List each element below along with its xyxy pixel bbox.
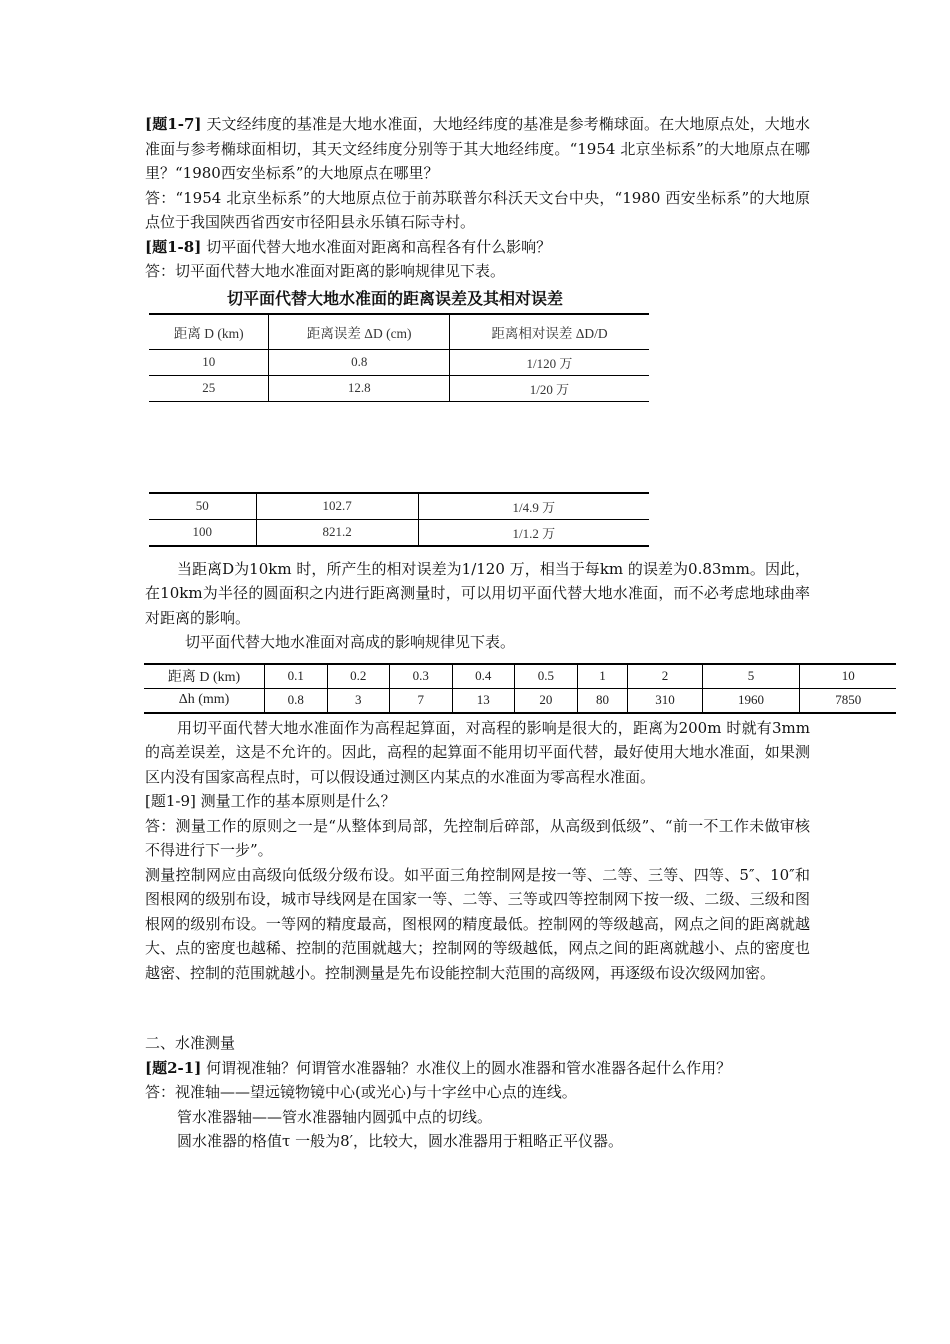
page-gap <box>145 402 810 492</box>
table-row <box>149 493 649 520</box>
cell: 80 <box>577 688 628 713</box>
cell: 1960 <box>702 688 800 713</box>
answer-1-7: 答：“1954 北京坐标系”的大地原点位于前苏联普尔科沃天文台中央，“1980 西安坐标系”的大地原点位于我国陕西省西安市径阳县永乐镇石际寺村。 <box>145 188 810 231</box>
cell: 3 <box>327 688 390 713</box>
cell: 1/20 万 <box>449 375 649 401</box>
cell: 1 <box>577 664 628 689</box>
question-2-1 <box>145 1056 810 1081</box>
height-error-table <box>144 663 896 714</box>
answer-2-1-line2: 管水准器轴——管水准器轴内圆弧中点的切线。 <box>177 1107 493 1126</box>
table-row <box>144 664 896 689</box>
answer-2-1: 答：视准轴——望远镜物镜中心(或光心)与十字丝中心点的连线。 <box>145 1083 577 1101</box>
cell: 10 <box>149 349 269 375</box>
cell: 2 <box>628 664 702 689</box>
cell: 0.3 <box>390 664 453 689</box>
cell: 0.8 <box>265 688 328 713</box>
paragraph-height-intro: 切平面代替大地水准面对高成的影响规律见下表。 <box>185 633 516 651</box>
cell: 25 <box>149 375 269 401</box>
cell: 310 <box>628 688 702 713</box>
cell: 13 <box>452 688 515 713</box>
cell: 0.5 <box>515 664 578 689</box>
question-text: 切平面代替大地水准面对距离和高程各有什么影响？ <box>201 237 552 256</box>
header-relative-error: 距离相对误差 ΔD/D <box>449 314 649 350</box>
table-row <box>149 519 649 546</box>
cell: 20 <box>515 688 578 713</box>
section-spacer <box>145 985 810 1031</box>
cell: 0.8 <box>269 349 449 375</box>
cell: 5 <box>702 664 800 689</box>
document-page <box>145 112 862 1154</box>
table-caption: 切平面代替大地水准面的距离误差及其相对误差 <box>226 288 563 308</box>
section-heading: 二、水准测量 <box>145 1034 236 1052</box>
cell: 12.8 <box>269 375 449 401</box>
answer-1-8: 答：切平面代替大地水准面对距离的影响规律见下表。 <box>145 262 506 280</box>
question-tag: [题1-8] <box>145 237 202 256</box>
question-text: 何谓视准轴？何谓管水准器轴？水准仪上的圆水准器和管水准器各起什么作用？ <box>201 1058 732 1077</box>
cell: 50 <box>149 493 256 520</box>
cell: 821.2 <box>256 519 418 546</box>
answer-2-1-line3: 圆水准器的格值τ 一般为8′，比较大，圆水准器用于粗略正平仪器。 <box>177 1132 624 1150</box>
distance-error-table-bottom <box>149 492 649 547</box>
paragraph-distance-effect: 当距离D为10km 时，所产生的相对误差为1/120 万，相当于每km 的误差为0.83mm。因此，在10km为半径的圆面积之内进行距离测量时，可以用切平面代替大地水准面，而不必考虑地球曲率对距离的影响。 <box>145 559 810 627</box>
cell: 0.4 <box>452 664 515 689</box>
cell: 0.2 <box>327 664 390 689</box>
table-row <box>149 375 649 401</box>
table-row <box>149 349 649 375</box>
question-text: 天文经纬度的基准是大地水准面，大地经纬度的基准是参考椭球面。在大地原点处，大地水准面与参考椭球面相切，其天文经纬度分别等于其大地经纬度。“1954 北京坐标系”的大地原点在哪里？“1980西安坐标系”的大地原点在哪里？ <box>145 115 810 182</box>
question-tag: [题1-7] <box>145 115 202 133</box>
paragraph-control-network: 测量控制网应由高级向低级分级布设。如平面三角控制网是按一等、二等、三等、四等、5″、10″和图根网的级别布设，城市导线网是在国家一等、二等、三等或四等控制网下按一级、二级、三级和图根网的级别布设。一等网的精度最高，图根网的精度最低。控制网的等级越高，网点之间的距离就越大、点的密度也越稀、控制的范围就越大；控制网的等级越低，网点之间的距离就越小、点的密度也越密、控制的范围就越小。控制测量是先布设能控制大范围的高级网，再逐级布设次级网加密。 <box>145 865 810 982</box>
question-tag: [题1-9] <box>145 792 196 810</box>
header-distance-error: 距离误差 ΔD (cm) <box>269 314 449 350</box>
cell: 10 <box>800 664 896 689</box>
table-row <box>144 688 896 713</box>
cell: 100 <box>149 519 256 546</box>
cell: 7 <box>390 688 453 713</box>
distance-error-table-top <box>149 313 649 402</box>
cell: 7850 <box>800 688 896 713</box>
answer-1-9: 答：测量工作的原则之一是“从整体到局部，先控制后碎部，从高级到低级”、“前一不工作未做审核不得进行下一步”。 <box>145 816 810 859</box>
row-head-height: Δh (mm) <box>144 688 265 713</box>
question-tag: [题2-1] <box>145 1058 202 1077</box>
question-text: 测量工作的基本原则是什么？ <box>195 792 396 810</box>
cell: 1/4.9 万 <box>418 493 649 520</box>
cell: 1/120 万 <box>449 349 649 375</box>
question-1-7 <box>145 112 810 186</box>
question-1-9 <box>145 789 810 814</box>
cell: 102.7 <box>256 493 418 520</box>
table-header-row <box>149 314 649 350</box>
question-1-8 <box>145 235 810 260</box>
paragraph-height-effect: 用切平面代替大地水准面作为高程起算面，对高程的影响是很大的，距离为200m 时就有3mm 的高差误差，这是不允许的。因此，高程的起算面不能用切平面代替，最好使用大地水准面，如果测区内没有国家高程点时，可以假设通过测区内某点的水准面为零高程水准面。 <box>145 718 810 786</box>
cell: 0.1 <box>265 664 328 689</box>
row-head-distance: 距离 D (km) <box>144 664 265 689</box>
header-distance: 距离 D (km) <box>149 314 269 350</box>
cell: 1/1.2 万 <box>418 519 649 546</box>
